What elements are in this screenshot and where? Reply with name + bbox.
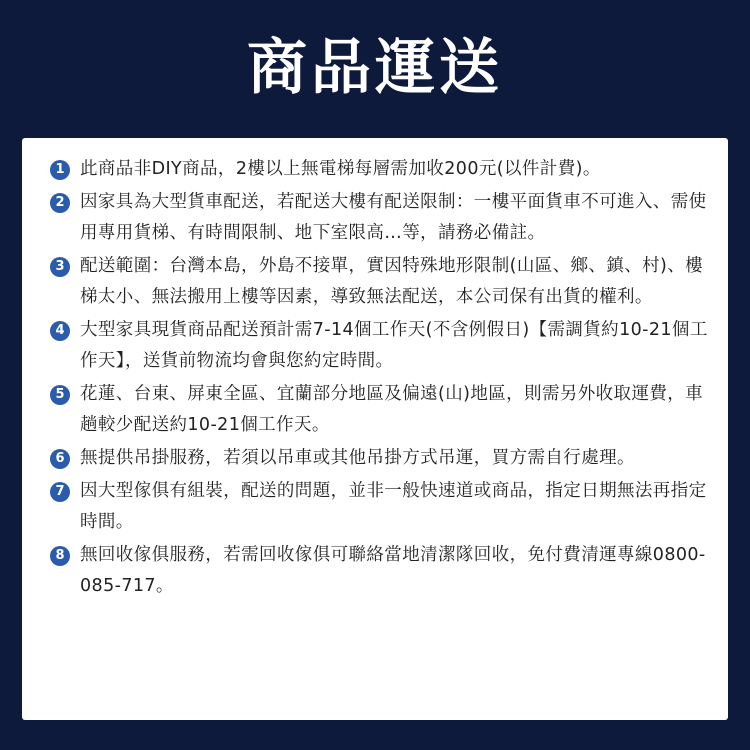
note-text: 配送範圍：台灣本島，外島不接單，實因特殊地形限制(山區、鄉、鎮、村)、樓梯太小、無法搬用上樓等因素，導致無法配送，本公司保有出貨的權利。 <box>80 256 704 307</box>
note-item-7 <box>50 476 710 538</box>
number-badge-icon: 4 <box>50 321 70 341</box>
note-item-8 <box>50 540 710 602</box>
number-badge-icon: 8 <box>50 546 70 566</box>
number-badge-icon: 3 <box>50 257 70 277</box>
note-text: 因大型傢俱有組裝，配送的問題，並非一般快速道或商品，指定日期無法再指定時間。 <box>80 481 707 532</box>
note-text: 此商品非DIY商品，2樓以上無電梯每層需加收200元(以件計費)。 <box>80 159 601 179</box>
note-text: 無回收傢俱服務，若需回收傢俱可聯絡當地清潔隊回收，免付費清運專線0800-085-717。 <box>80 545 706 596</box>
shipping-notes-list <box>50 154 710 604</box>
note-item-5 <box>50 379 710 441</box>
page-title: 商品運送 <box>247 33 503 103</box>
note-item-2 <box>50 187 710 249</box>
shipping-notes-card <box>22 138 728 720</box>
note-text: 大型家具現貨商品配送預計需7-14個工作天(不含例假日)【需調貨約10-21個工作天】，送貨前物流均會與您約定時間。 <box>80 320 708 371</box>
number-badge-icon: 6 <box>50 449 70 469</box>
note-text: 無提供吊掛服務，若須以吊車或其他吊掛方式吊運，買方需自行處理。 <box>80 448 635 468</box>
note-item-4 <box>50 315 710 377</box>
number-badge-icon: 2 <box>50 193 70 213</box>
note-text: 花蓮、台東、屏東全區、宜蘭部分地區及偏遠(山)地區，則需另外收取運費，車趟較少配送約10-21個工作天。 <box>80 384 704 435</box>
note-item-3 <box>50 251 710 313</box>
note-item-6 <box>50 443 710 474</box>
number-badge-icon: 7 <box>50 482 70 502</box>
number-badge-icon: 1 <box>50 160 70 180</box>
note-text: 因家具為大型貨車配送，若配送大樓有配送限制：一樓平面貨車不可進入、需使用專用貨梯、有時間限制、地下室限高…等，請務必備註。 <box>80 192 707 243</box>
number-badge-icon: 5 <box>50 385 70 405</box>
note-item-1 <box>50 154 710 185</box>
